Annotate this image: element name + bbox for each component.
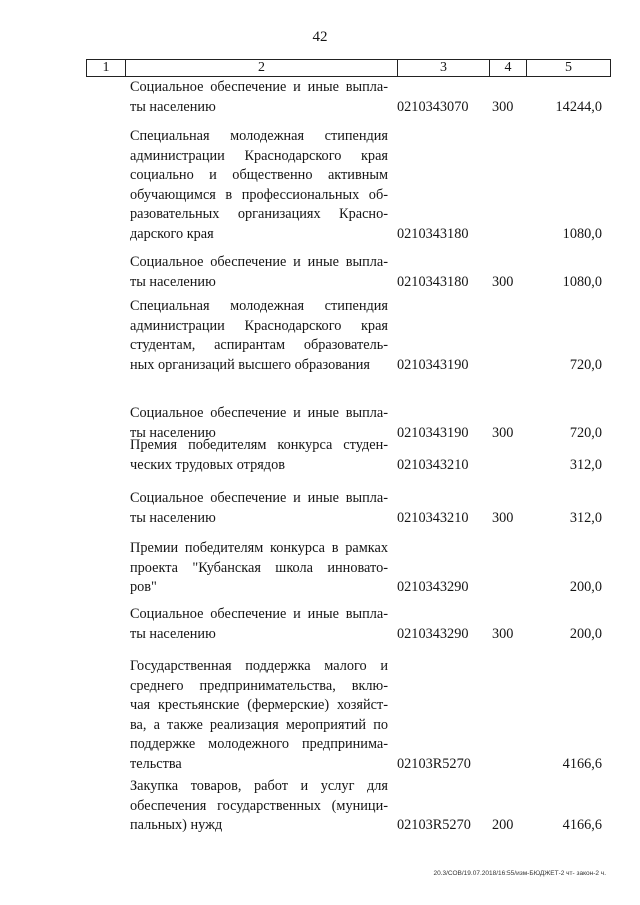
row-code: 0210343070: [397, 98, 469, 115]
row-name-line: ных организаций высшего образования: [130, 356, 371, 373]
footer-stamp: 20.3/СОВ/19.07.2018/16:55/изм-БЮДЖЕТ-2 чт- закон-2 ч.: [433, 870, 606, 877]
row-name-line: администрации Краснодарского края: [130, 147, 388, 164]
row-name-line: Специальная молодежная стипендия: [130, 128, 388, 144]
row-name-line: Премия победителям конкурса студен-: [130, 437, 388, 453]
row-name-line: ты населению: [130, 625, 216, 642]
row-name-line: Социальное обеспечение и иные выпла-: [130, 490, 388, 506]
row-name-line: Специальная молодежная стипендия: [130, 298, 388, 314]
row-name-line: студентам, аспирантам образователь-: [130, 337, 388, 354]
row-sum: 720,0: [569, 356, 602, 373]
row-name-line: ты населению: [130, 509, 216, 526]
row-sum: 1080,0: [562, 226, 602, 242]
row-sum: 720,0: [569, 424, 602, 441]
row-name: [130, 297, 388, 375]
row-vr: 300: [492, 424, 514, 441]
row-name: [130, 127, 388, 245]
header-col-5: 5: [526, 60, 610, 76]
row-name-line: ты населению: [130, 98, 216, 115]
row-sum: 4166,6: [562, 817, 602, 834]
row-code: 0210343190: [397, 356, 469, 373]
row-name-line: ва, а также реализация мероприятий по: [130, 716, 388, 733]
row-name-line: обеспечения государственных (муници-: [130, 797, 388, 814]
row-name-line: среднего предпринимательства, вклю-: [130, 677, 388, 694]
row-name: [130, 78, 388, 117]
row-sum: 1080,0: [562, 273, 602, 290]
row-sum: 312,0: [569, 509, 602, 526]
row-name-line: чая крестьянские (фермерские) хозяйст-: [130, 697, 388, 714]
header-col-3: 3: [397, 60, 489, 76]
header-col-4: 4: [489, 60, 526, 76]
row-name: [130, 436, 388, 475]
row-name-line: обучающимся в профессиональных об-: [130, 186, 388, 203]
row-vr: 200: [492, 817, 514, 834]
row-name-line: Социальное обеспечение и иные выпла-: [130, 254, 388, 270]
row-code: 02103R5270: [397, 817, 471, 834]
row-sum: 4166,6: [562, 756, 602, 772]
row-sum: 200,0: [569, 625, 602, 642]
row-code: 0210343290: [397, 579, 469, 596]
table-header: [86, 59, 611, 77]
row-vr: 300: [492, 625, 514, 642]
row-name-line: дарского края: [130, 225, 214, 242]
row-sum: 312,0: [569, 456, 602, 473]
row-name-line: Социальное обеспечение и иные выпла-: [130, 79, 388, 95]
row-sum: 200,0: [569, 579, 602, 596]
row-name: [130, 253, 388, 292]
row-name-line: ров": [130, 579, 157, 596]
row-name: [130, 489, 388, 528]
row-vr: 300: [492, 273, 514, 290]
row-code: 0210343210: [397, 509, 469, 526]
row-name-line: пальных) нужд: [130, 817, 223, 834]
row-name-line: Государственная поддержка малого и: [130, 658, 388, 674]
row-name: [130, 657, 388, 775]
row-vr: 300: [492, 98, 514, 115]
row-name-line: разовательных организациях Красно-: [130, 206, 388, 223]
row-code: 0210343180: [397, 273, 469, 290]
row-name-line: социально и общественно активным: [130, 167, 388, 184]
row-name-line: Социальное обеспечение и иные выпла-: [130, 405, 388, 421]
row-name-line: ческих трудовых отрядов: [130, 456, 285, 473]
header-col-2: 2: [125, 60, 397, 76]
row-name-line: администрации Краснодарского края: [130, 317, 388, 334]
row-name-line: Социальное обеспечение и иные выпла-: [130, 606, 388, 622]
row-code: 0210343180: [397, 226, 469, 242]
row-name-line: тельства: [130, 755, 182, 772]
row-name-line: Закупка товаров, работ и услуг для: [130, 778, 388, 794]
row-name-line: ты населению: [130, 424, 216, 441]
header-col-1: 1: [102, 60, 110, 75]
row-name: [130, 777, 388, 836]
row-name-line: проекта "Кубанская школа инновато-: [130, 559, 388, 576]
row-code: 02103R5270: [397, 756, 471, 772]
row-name: [130, 539, 388, 598]
row-code: 0210343190: [397, 424, 469, 441]
row-name-line: ты населению: [130, 273, 216, 290]
row-name-line: Премии победителям конкурса в рамках: [130, 540, 388, 556]
row-code: 0210343210: [397, 456, 469, 473]
row-name: [130, 605, 388, 644]
row-code: 0210343290: [397, 625, 469, 642]
row-vr: 300: [492, 509, 514, 526]
page-number: 42: [312, 29, 328, 45]
row-sum: 14244,0: [555, 98, 602, 115]
row-name-line: поддержке молодежного предпринима-: [130, 736, 388, 753]
